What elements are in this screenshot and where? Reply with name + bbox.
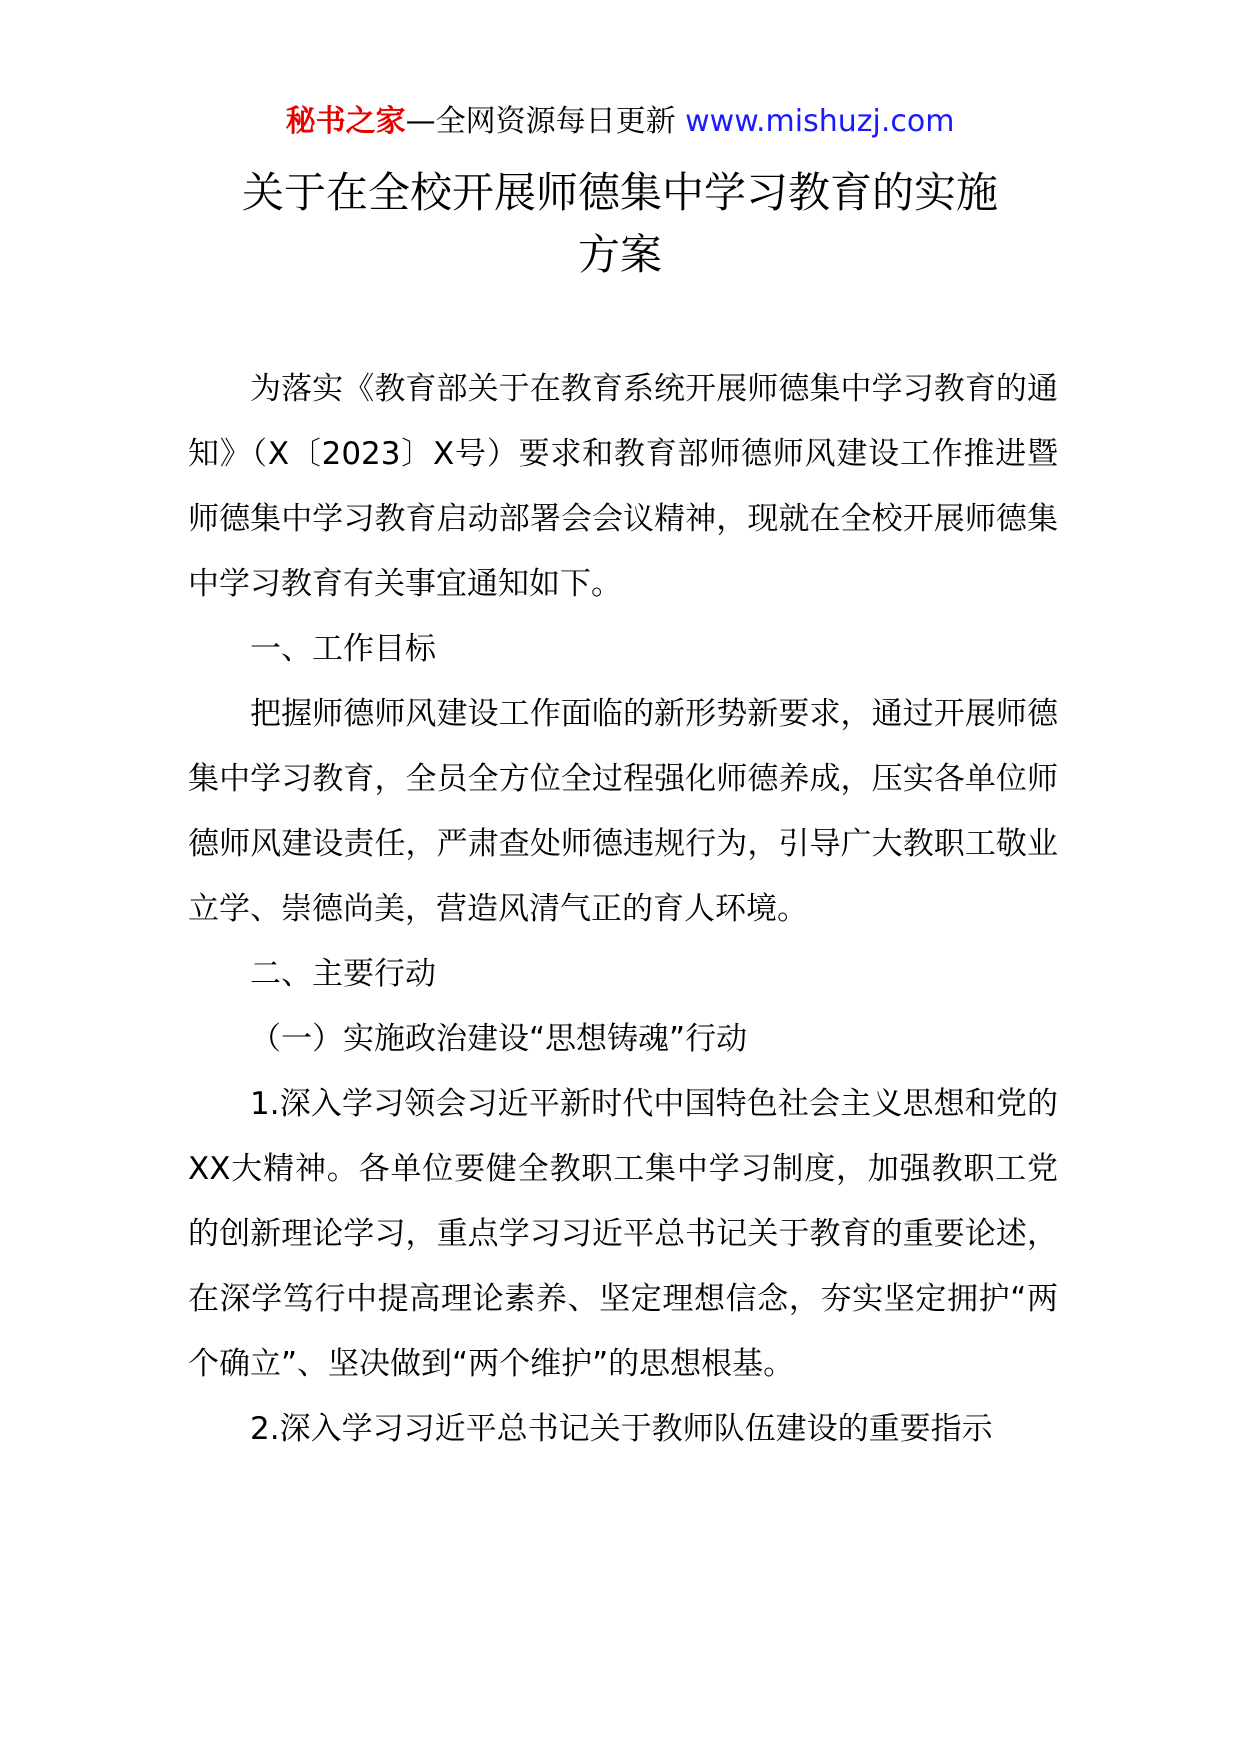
subsection-heading-1: （一）实施政治建设“思想铸魂”行动: [250, 1021, 748, 1057]
title-line-2: 方案: [577, 230, 662, 279]
action-item-1: 1.深入学习领会习近平新时代中国特色社会主义思想和党的XX大精神。各单位要健全教职工集中学习制度，加强教职工党的创新理论学习，重点学习习近平总书记关于教育的重要论述，在深学笃行中提高理论素养、坚定理想信念，夯实坚定拥护“两个确立”、坚决做到“两个维护”的思想根基。: [188, 1086, 1058, 1382]
site-url-link[interactable]: www.mishuzj.com: [685, 104, 955, 139]
section-heading-goals: 一、工作目标: [250, 631, 436, 667]
brand-name: 秘书之家: [285, 104, 406, 139]
title-line-1: 关于在全校开展师德集中学习教育的实施: [241, 168, 998, 217]
section-heading-actions: 二、主要行动: [250, 956, 436, 992]
action-item-2: 2.深入学习习近平总书记关于教师队伍建设的重要指示: [250, 1411, 993, 1447]
goals-paragraph: 把握师德师风建设工作面临的新形势新要求，通过开展师德集中学习教育，全员全方位全过程强化师德养成，压实各单位师德师风建设责任，严肃查处师德违规行为，引导广大教职工敬业立学、崇德尚美，营造风清气正的育人环境。: [188, 696, 1058, 927]
site-banner: [0, 100, 1240, 144]
document-body: [188, 357, 1058, 1462]
site-slogan: —全网资源每日更新: [405, 104, 676, 139]
document-title: [160, 162, 1080, 286]
intro-paragraph: 为落实《教育部关于在教育系统开展师德集中学习教育的通知》（X〔2023〕X号）要求和教育部师德师风建设工作推进暨师德集中学习教育启动部署会会议精神，现就在全校开展师德集中学习教育有关事宜通知如下。: [188, 371, 1058, 602]
